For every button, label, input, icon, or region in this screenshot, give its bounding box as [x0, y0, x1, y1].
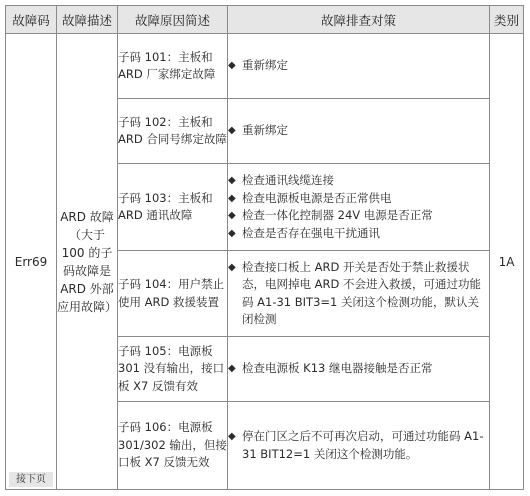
diamond-bullet-icon: ◆: [228, 363, 236, 375]
fault-cause: 子码 102：主板和 ARD 合同号绑定故障: [118, 99, 228, 164]
fault-cause: 子码 101：主板和 ARD 厂家绑定故障: [118, 34, 228, 99]
solution-item: ◆ 检查电源板电源是否正常供电: [228, 190, 489, 208]
category-cell: 1A: [490, 34, 524, 490]
diamond-bullet-icon: ◆: [228, 210, 236, 222]
table-row: [6, 34, 524, 99]
fault-table: [5, 5, 524, 490]
header-troubleshooting: 故障排查对策: [228, 6, 490, 34]
solution-item: ◆ 检查电源板 K13 继电器接触是否正常: [228, 360, 489, 378]
solution-item: ◆ 检查是否存在强电干扰通讯: [228, 225, 489, 243]
diamond-bullet-icon: ◆: [228, 431, 236, 443]
diamond-bullet-icon: ◆: [228, 261, 236, 273]
troubleshooting-cell: [228, 99, 490, 164]
troubleshooting-cell: [228, 164, 490, 251]
solution-item: ◆ 重新绑定: [228, 122, 489, 140]
diamond-bullet-icon: ◆: [228, 227, 236, 239]
next-page-label: 接下页: [9, 472, 53, 487]
fault-description: ARD 故障（大于 100 的子码故障是 ARD 外部应用故障）: [57, 34, 118, 490]
solution-item: ◆ 重新绑定: [228, 57, 489, 75]
header-fault-code: 故障码: [6, 6, 57, 34]
troubleshooting-cell: [228, 34, 490, 99]
header-fault-cause: 故障原因简述: [118, 6, 228, 34]
solution-item: ◆ 检查通讯线缆连接: [228, 172, 489, 190]
diamond-bullet-icon: ◆: [228, 175, 236, 187]
solution-item: ◆ 检查一体化控制器 24V 电源是否正常: [228, 207, 489, 225]
diamond-bullet-icon: ◆: [228, 192, 236, 204]
solution-item: ◆ 检查接口板上 ARD 开关是否处于禁止救援状态，电网掉电 ARD 不会进入救援，可通过功能码 A1-31 BIT3=1 关闭这个检测功能，默认关闭检测: [228, 259, 482, 326]
header-fault-description: 故障描述: [57, 6, 118, 34]
fault-code-cell: [6, 34, 57, 490]
fault-cause: 子码 103：主板和 ARD 通讯故障: [118, 164, 228, 251]
troubleshooting-cell: [228, 402, 490, 490]
fault-cause: 子码 105：电源板 301 没有输出，接口板 X7 反馈有效: [118, 336, 228, 401]
troubleshooting-cell: [228, 251, 490, 337]
fault-cause: 子码 104：用户禁止使用 ARD 救援装置: [118, 251, 228, 337]
troubleshooting-cell: [228, 336, 490, 401]
solution-item: ◆ 停在门区之后不可再次启动，可通过功能码 A1-31 BIT12=1 关闭这个检测功能。: [228, 429, 484, 461]
fault-cause: 子码 106：电源板 301/302 输出，但接口板 X7 反馈无效: [118, 402, 228, 490]
fault-code: Err69: [14, 255, 48, 269]
header-category: 类别: [490, 6, 524, 34]
diamond-bullet-icon: ◆: [228, 125, 236, 137]
diamond-bullet-icon: ◆: [228, 60, 236, 72]
table-header-row: [6, 6, 524, 34]
